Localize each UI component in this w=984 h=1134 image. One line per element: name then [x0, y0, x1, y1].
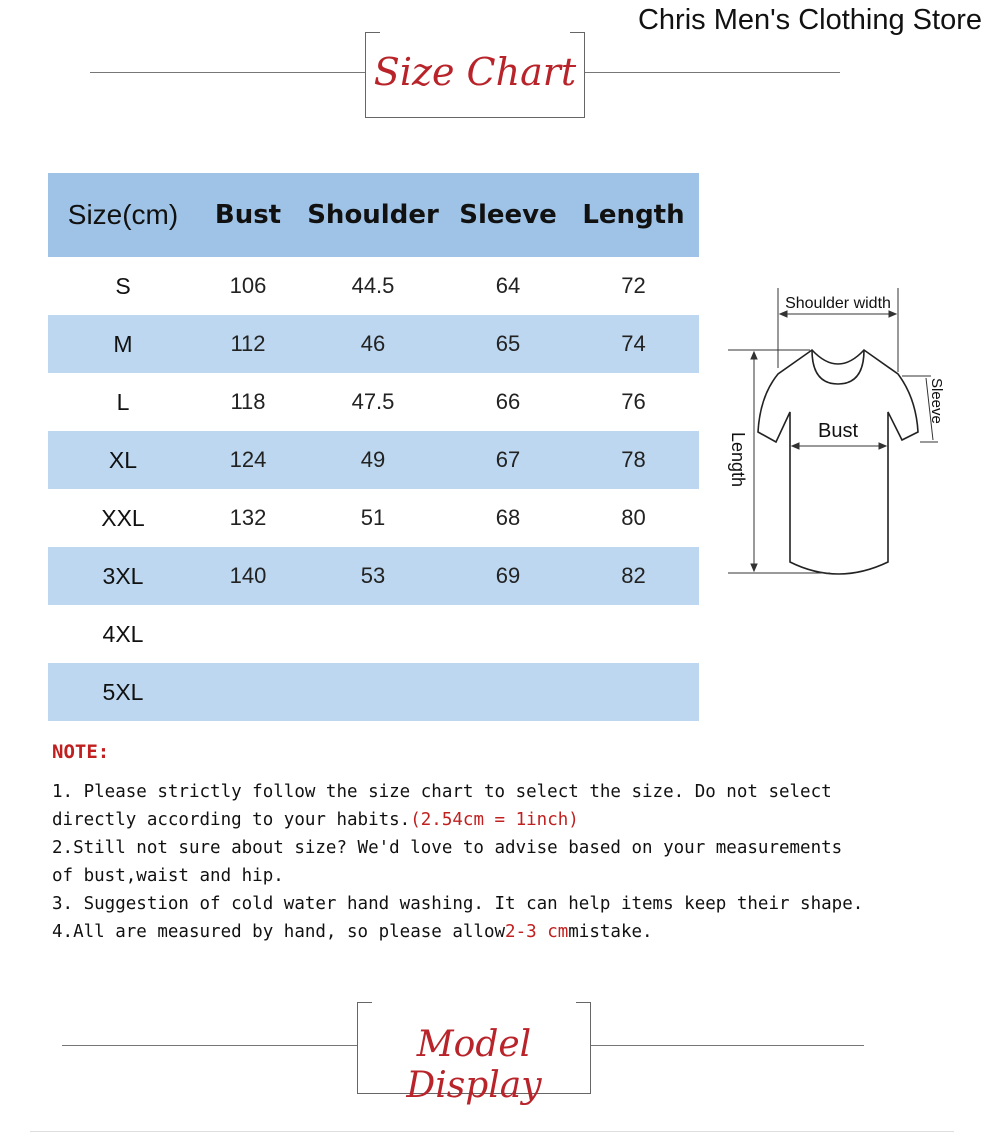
size-chart-title: Size Chart [373, 50, 577, 94]
length-cell: 72 [621, 273, 646, 298]
notes-block [52, 778, 952, 946]
length-cell: 82 [568, 547, 699, 605]
bust-cell: 118 [230, 389, 266, 414]
sleeve-cell [448, 663, 568, 721]
size-cell: L [116, 388, 130, 415]
size-cell: 4XL [102, 620, 144, 647]
header-bust: Bust [198, 173, 298, 257]
size-cell: 5XL [48, 663, 198, 721]
sleeve-cell: 68 [495, 505, 521, 530]
store-name: Chris Men's Clothing Store [637, 4, 982, 36]
header-size: Size(cm) [48, 173, 198, 257]
model-display-frame [357, 1002, 591, 1106]
size-chart-rule-right [584, 72, 840, 73]
size-table [48, 173, 699, 721]
size-cell: XL [48, 431, 198, 489]
bust-cell: 140 [198, 547, 298, 605]
sleeve-cell: 64 [495, 273, 521, 298]
tshirt-collar-icon [812, 350, 864, 384]
measure-tolerance: 2-3 cm [505, 922, 569, 942]
sleeve-cell: 69 [448, 547, 568, 605]
sleeve-label: Sleeve [928, 378, 945, 424]
shoulder-cell: 53 [298, 547, 448, 605]
bust-cell: 106 [229, 273, 267, 298]
note-line-2b: of bust,waist and hip. [52, 866, 284, 886]
size-cell: S [115, 272, 131, 299]
note-line-4 [52, 918, 952, 946]
bust-cell: 124 [198, 431, 298, 489]
shoulder-cell: 44.5 [351, 273, 395, 298]
bust-cell: 112 [198, 315, 298, 373]
bust-cell [198, 663, 298, 721]
model-display-rule-right [590, 1045, 864, 1046]
shoulder-width-label: Shoulder width [785, 295, 891, 312]
shoulder-cell: 47.5 [351, 389, 395, 414]
sleeve-cell: 67 [448, 431, 568, 489]
note-line-1b-text: directly according to your habits. [52, 810, 411, 830]
tshirt-measurement-diagram [726, 280, 946, 590]
table-row [48, 257, 699, 315]
size-cell: XXL [101, 504, 145, 531]
table-row [48, 663, 699, 721]
table-row [48, 315, 699, 373]
sleeve-cell [448, 605, 568, 663]
table-row [48, 489, 699, 547]
note-line-1a: 1. Please strictly follow the size chart to select the size. Do not select [52, 782, 832, 802]
size-chart-rule-left [90, 72, 365, 73]
bust-label: Bust [817, 420, 859, 442]
table-row [48, 605, 699, 663]
note-line-4a: 4.All are measured by hand, so please allow [52, 922, 506, 942]
length-cell [568, 605, 699, 663]
shoulder-cell: 49 [298, 431, 448, 489]
sleeve-cell: 65 [448, 315, 568, 373]
table-row [48, 547, 699, 605]
header-sleeve: Sleeve [448, 173, 568, 257]
length-cell: 76 [621, 389, 646, 414]
model-display-title: Model Display [406, 1024, 542, 1106]
bottom-divider [30, 1131, 954, 1132]
shoulder-cell [298, 663, 448, 721]
note-line-1b [52, 806, 952, 834]
length-cell: 78 [568, 431, 699, 489]
length-label: Length [728, 432, 748, 488]
inch-conversion: (2.54cm = 1inch) [410, 810, 579, 830]
note-line-2a: 2.Still not sure about size? We'd love to advise based on your measurements [52, 838, 843, 858]
length-cell [568, 663, 699, 721]
size-table-header [48, 173, 699, 257]
shoulder-cell: 51 [360, 505, 386, 530]
length-cell: 74 [568, 315, 699, 373]
shoulder-cell [298, 605, 448, 663]
table-row [48, 431, 699, 489]
bust-cell [198, 605, 298, 663]
size-cell: 3XL [48, 547, 198, 605]
header-shoulder: Shoulder [298, 173, 448, 257]
note-line-4b: mistake. [568, 922, 653, 942]
length-cell: 80 [621, 505, 646, 530]
bust-cell: 132 [229, 505, 267, 530]
table-row [48, 373, 699, 431]
note-line-3: 3. Suggestion of cold water hand washing. It can help items keep their shape. [52, 894, 864, 914]
model-display-rule-left [62, 1045, 357, 1046]
header-length: Length [568, 173, 699, 257]
note-title: NOTE: [52, 741, 110, 763]
sleeve-cell: 66 [495, 389, 521, 414]
size-cell: M [48, 315, 198, 373]
shoulder-cell: 46 [298, 315, 448, 373]
size-chart-frame [365, 32, 585, 118]
